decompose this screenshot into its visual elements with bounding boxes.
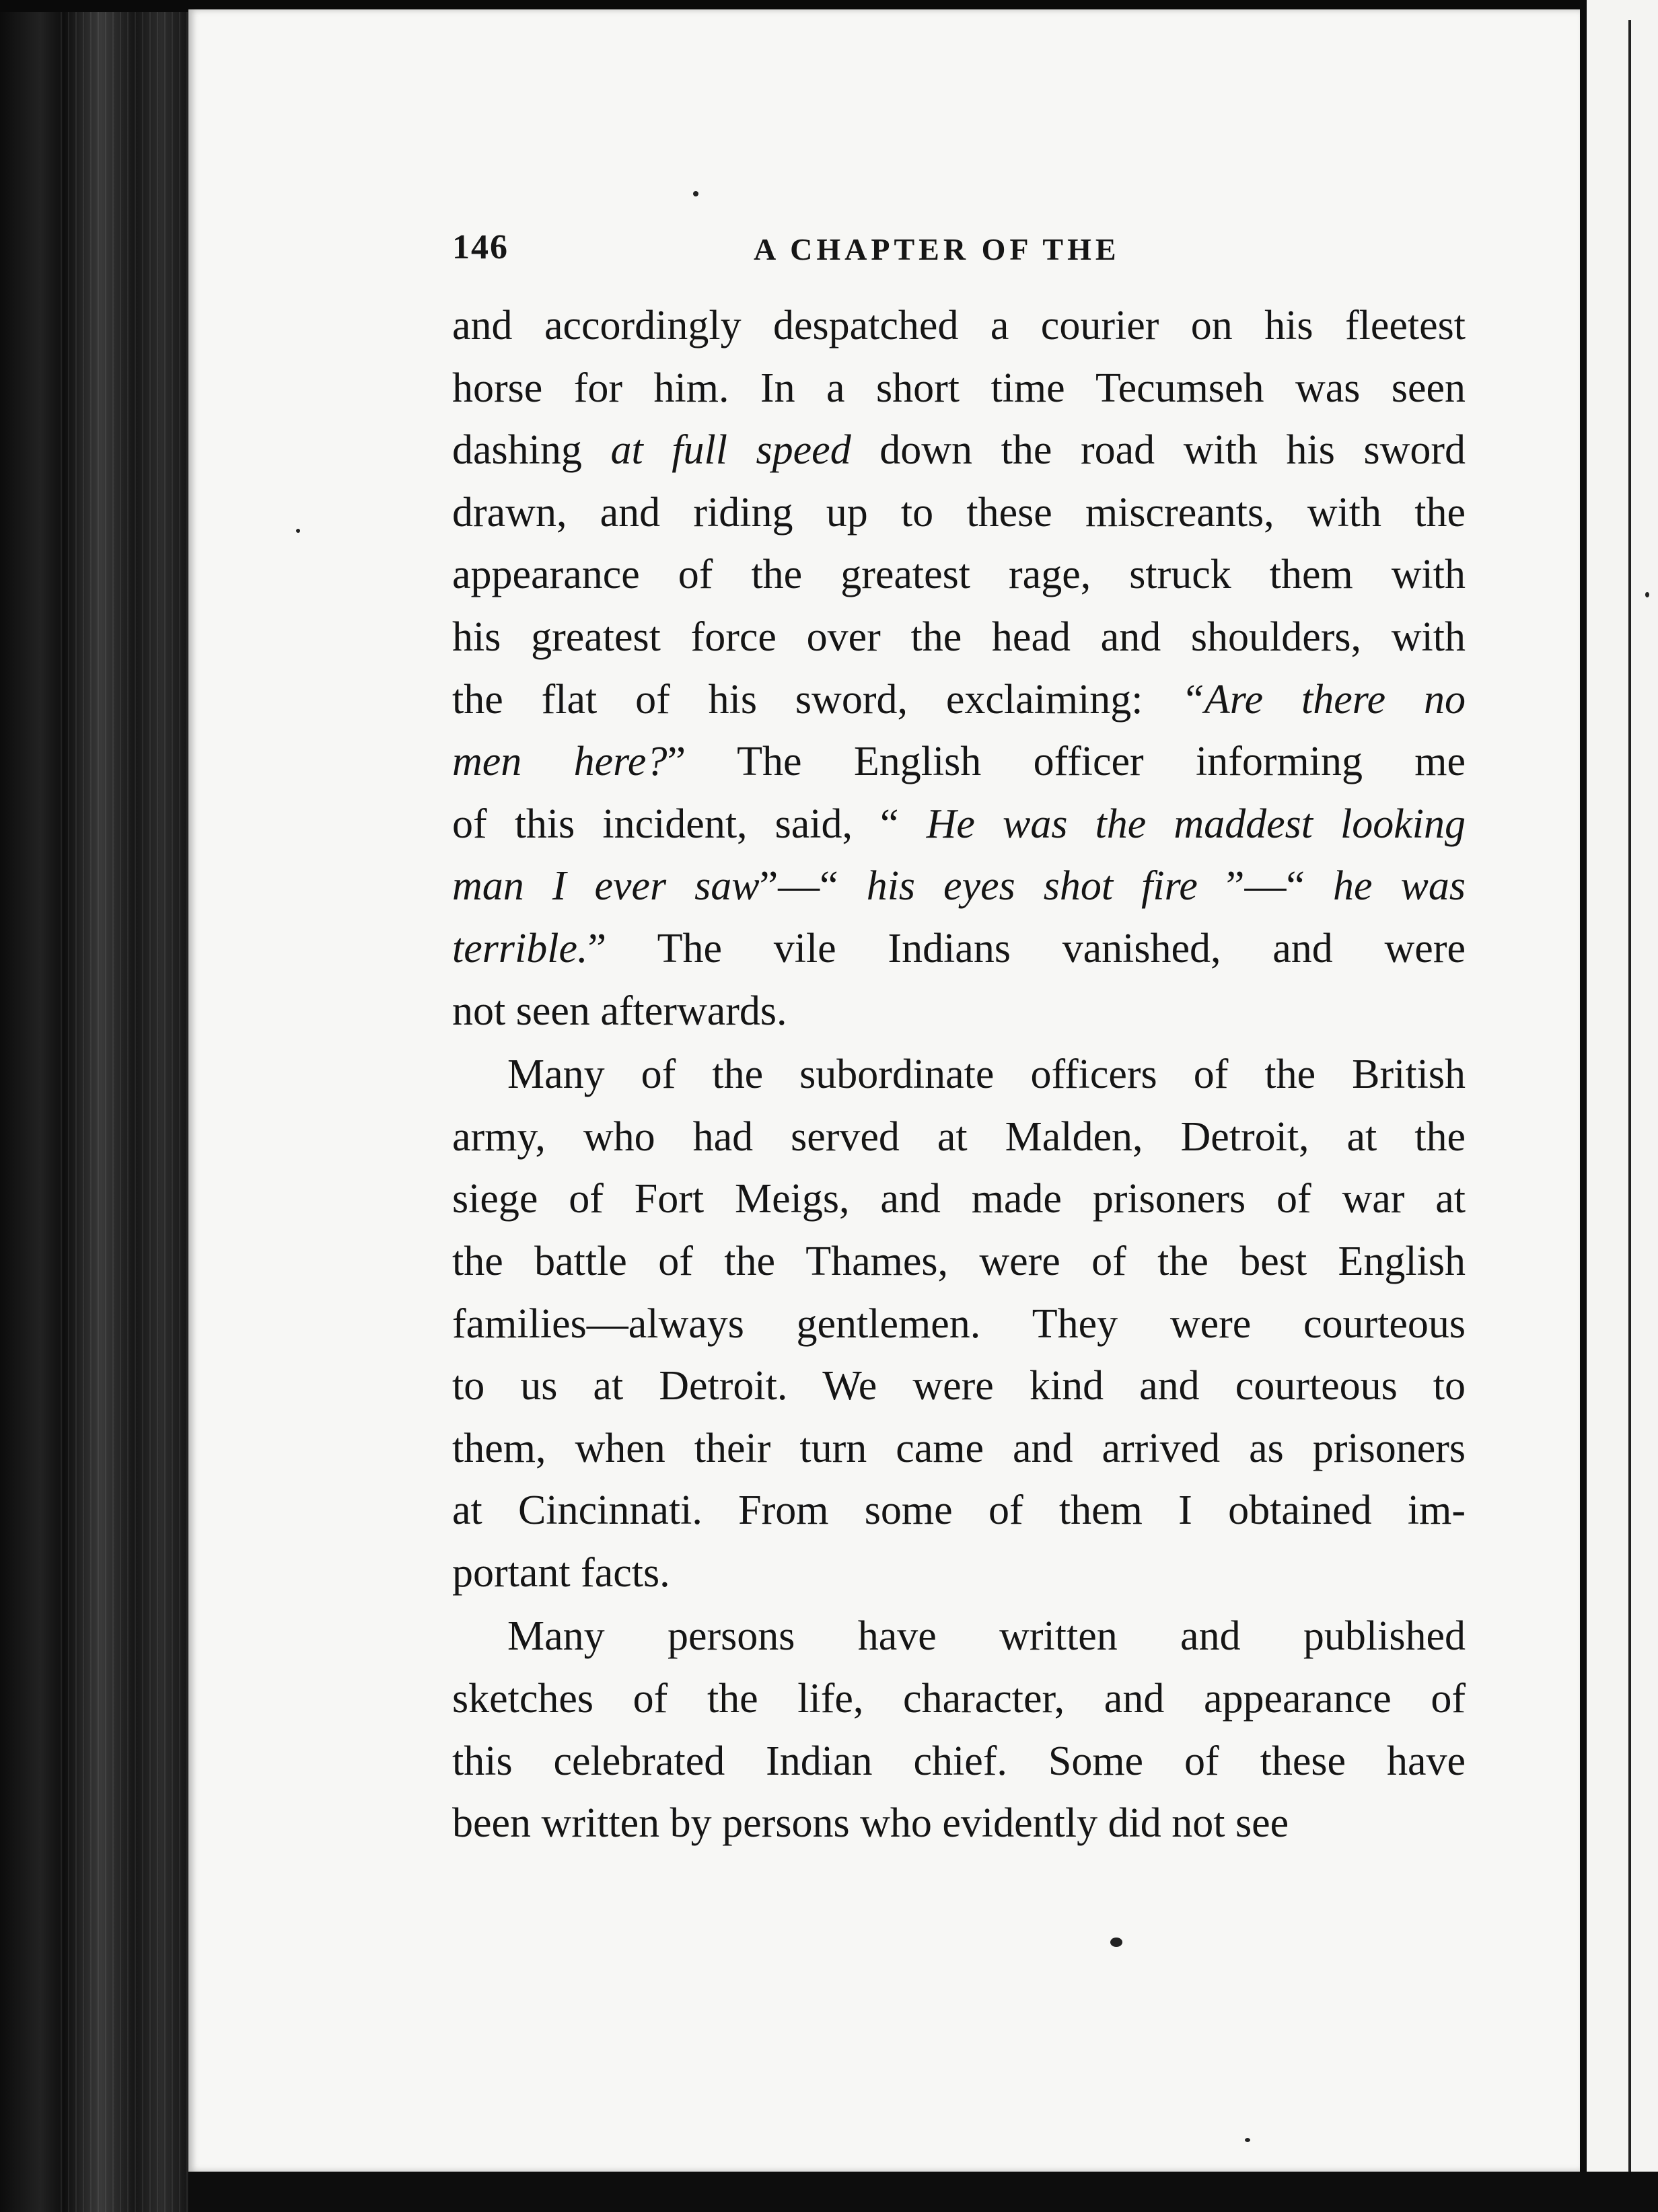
text-run: been written by persons who evidently did not see (452, 1800, 1289, 1847)
text-line (452, 544, 1466, 606)
text-run: down the road with his sword (851, 427, 1466, 474)
italic-run: his eyes shot fire (866, 863, 1198, 910)
italic-run: men here? (452, 739, 668, 785)
text-line (452, 1230, 1466, 1293)
text-run: them, when their turn came and arrived as prisoners (452, 1425, 1466, 1471)
text-line (452, 1668, 1466, 1730)
scan-speck (1245, 2138, 1250, 2142)
text-line (452, 1730, 1466, 1793)
text-line (452, 419, 1466, 482)
facing-page-edge (1580, 0, 1658, 2212)
text-line (452, 1417, 1466, 1480)
text-line (452, 1293, 1466, 1356)
text-run: dashing (452, 427, 611, 474)
text-run: to us at Detroit. We were kind and courteous to (452, 1363, 1466, 1409)
scan-speck (1645, 592, 1649, 597)
text-line (452, 669, 1466, 731)
italic-run: He was the maddest looking (926, 801, 1466, 847)
text-line (452, 606, 1466, 669)
text-run: at Cincinnati. From some of them I obtained im- (452, 1487, 1466, 1534)
text-line (452, 357, 1466, 420)
text-line (452, 731, 1466, 793)
text-line (452, 1542, 1466, 1605)
text-line (452, 482, 1466, 544)
text-run: ” The vile Indians vanished, and were (587, 925, 1466, 971)
text-run: siege of Fort Meigs, and made prisoners of war at (452, 1176, 1466, 1222)
text-line (452, 918, 1466, 980)
italic-run: at full speed (610, 427, 851, 474)
text-run: portant facts. (452, 1549, 670, 1596)
text-line (452, 980, 1466, 1043)
text-run: his greatest force over the head and shoulders, with (452, 614, 1466, 660)
page-header (452, 227, 1445, 281)
italic-run: he was (1332, 863, 1466, 910)
text-run: this celebrated Indian chief. Some of these have (452, 1738, 1466, 1784)
text-line (452, 1605, 1466, 1668)
text-line (452, 1168, 1466, 1230)
text-run: drawn, and riding up to these miscreants, with the (452, 489, 1466, 536)
text-line (452, 1479, 1466, 1542)
body-text (452, 295, 1466, 1855)
text-run: Many persons have written and published (507, 1613, 1466, 1660)
text-run: families—always gentlemen. They were courteous (452, 1300, 1466, 1347)
text-line (452, 295, 1466, 357)
text-run: appearance of the greatest rage, struck them with (452, 552, 1466, 598)
text-run: not seen afterwards. (452, 988, 787, 1034)
text-run: the flat of his sword, exclaiming: (452, 676, 1182, 723)
text-run: ”—“ (759, 863, 867, 910)
running-head: A CHAPTER OF THE (754, 232, 1120, 266)
text-line (452, 1792, 1466, 1855)
scan-speck (296, 529, 300, 533)
text-run: army, who had served at Malden, Detroit, at the (452, 1113, 1466, 1160)
text-run: Many of the subordinate officers of the British (507, 1052, 1466, 1098)
text-run: the battle of the Thames, were of the best English (452, 1238, 1466, 1284)
text-run: ” The English officer informing me (667, 739, 1466, 785)
text-run: horse for him. In a short time Tecumseh was seen (452, 365, 1466, 411)
scan-speck (693, 191, 698, 196)
page-number: 146 (452, 228, 509, 266)
text-line (452, 855, 1466, 918)
text-run: and accordingly despatched a courier on his fleetest (452, 303, 1466, 348)
scan-border-bottom (188, 2172, 1658, 2212)
text-line (452, 793, 1466, 856)
italic-run: man I ever saw (452, 863, 760, 910)
scan-border-line (1628, 20, 1631, 2173)
text-run: ”—“ (1197, 863, 1333, 910)
scan-speck (1110, 1938, 1122, 1947)
text-run: of this incident, said, “ (452, 801, 927, 847)
italic-run: “Are there no (1181, 676, 1466, 723)
text-line (452, 1043, 1466, 1106)
text-line (452, 1106, 1466, 1169)
text-line (452, 1355, 1466, 1417)
text-run: sketches of the life, character, and appearance of (452, 1676, 1466, 1722)
page-edges (61, 0, 188, 2212)
italic-run: terrible. (452, 925, 588, 971)
